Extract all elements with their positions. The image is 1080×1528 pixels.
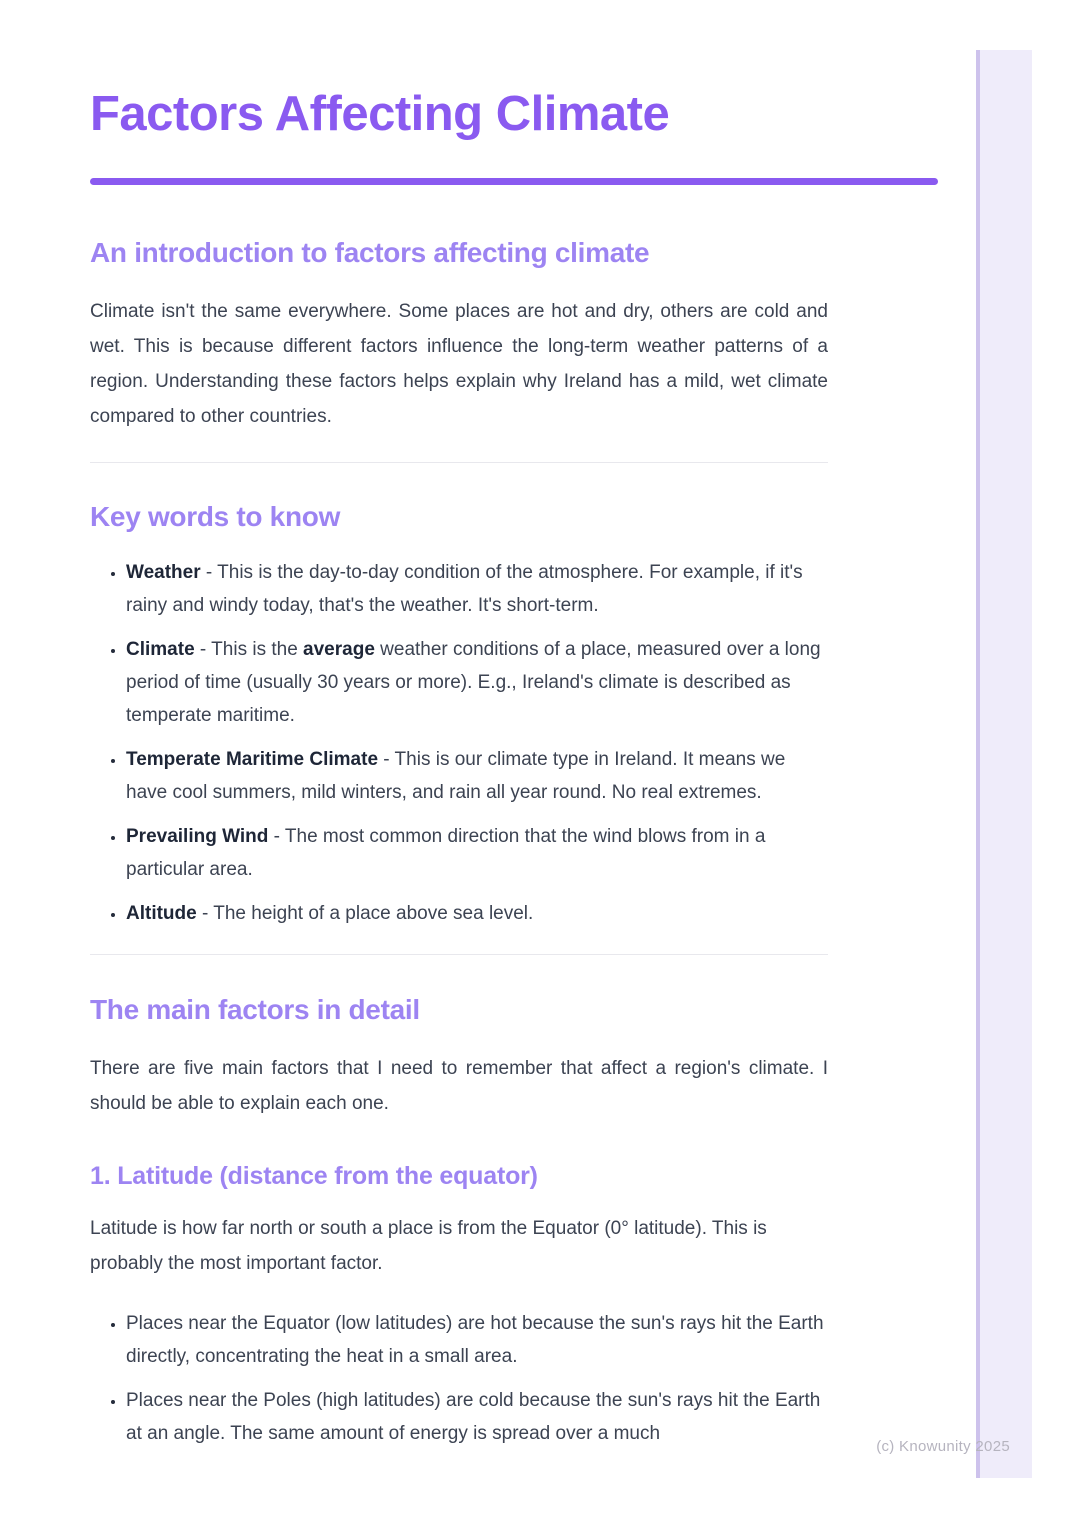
- title-rule: [90, 178, 938, 185]
- keyword-term: average: [303, 639, 375, 660]
- list-item-text: - The most common direction that the wind blows from in a particular area.: [126, 826, 766, 880]
- list-item-text: Places near the Poles (high latitudes) are cold because the sun's rays hit the Earth at an angle. The same amount of energy is spread over a much: [126, 1390, 821, 1444]
- section-heading-factors: The main factors in detail: [90, 994, 420, 1025]
- page-title: Factors Affecting Climate: [90, 87, 670, 141]
- list-item-text: weather conditions of a place, measured over a long period of time (usually 30 years or more). E.g., Ireland's climate is described as temperate maritime.: [126, 639, 821, 726]
- keyword-term: Altitude: [126, 903, 197, 924]
- list-item: [126, 1384, 828, 1450]
- latitude-paragraph: Latitude is how far north or south a place is from the Equator (0° latitude). This is probably the most important factor.: [90, 1218, 767, 1274]
- list-item-text: - This is our climate type in Ireland. It means we have cool summers, mild winters, and rain all year round. No real extremes.: [126, 749, 786, 803]
- section-divider: [90, 954, 828, 955]
- list-item-text: - This is the day-to-day condition of the atmosphere. For example, if it's rainy and windy today, that's the weather. It's short-term.: [126, 562, 803, 616]
- subsection-heading-latitude: 1. Latitude (distance from the equator): [90, 1162, 538, 1190]
- keyword-term: Weather: [126, 562, 201, 583]
- copyright-watermark: (c) Knowunity 2025: [876, 1438, 1010, 1455]
- page-edge-bar: [976, 50, 1032, 1478]
- list-item: [126, 633, 828, 732]
- factors-paragraph: There are five main factors that I need to remember that affect a region's climate. I should be able to explain each one.: [90, 1058, 828, 1114]
- list-item: [126, 556, 828, 622]
- section-heading-keywords: Key words to know: [90, 501, 341, 532]
- list-item-text: Places near the Equator (low latitudes) are hot because the sun's rays hit the Earth directly, concentrating the heat in a small area.: [126, 1313, 824, 1367]
- list-item: [126, 743, 828, 809]
- document-content: [90, 0, 938, 1450]
- latitude-bullet-list: [90, 1307, 828, 1450]
- keywords-list: [90, 556, 828, 930]
- list-item-text: - The height of a place above sea level.: [196, 903, 534, 924]
- section-heading-intro: An introduction to factors affecting climate: [90, 237, 650, 268]
- keyword-term: Temperate Maritime Climate: [126, 749, 379, 770]
- list-item: [126, 897, 828, 930]
- keyword-term: Climate: [126, 639, 195, 660]
- section-divider: [90, 462, 828, 463]
- keyword-term: Prevailing Wind: [126, 826, 269, 847]
- list-item: [126, 820, 828, 886]
- list-item: [126, 1307, 828, 1373]
- list-item-text: - This is the: [194, 639, 304, 660]
- intro-paragraph: Climate isn't the same everywhere. Some places are hot and dry, others are cold and wet. This is because different factors influence the long-term weather patterns of a region. Understanding these factors helps explain why Ireland has a mild, wet climate compared to other countries.: [90, 301, 828, 427]
